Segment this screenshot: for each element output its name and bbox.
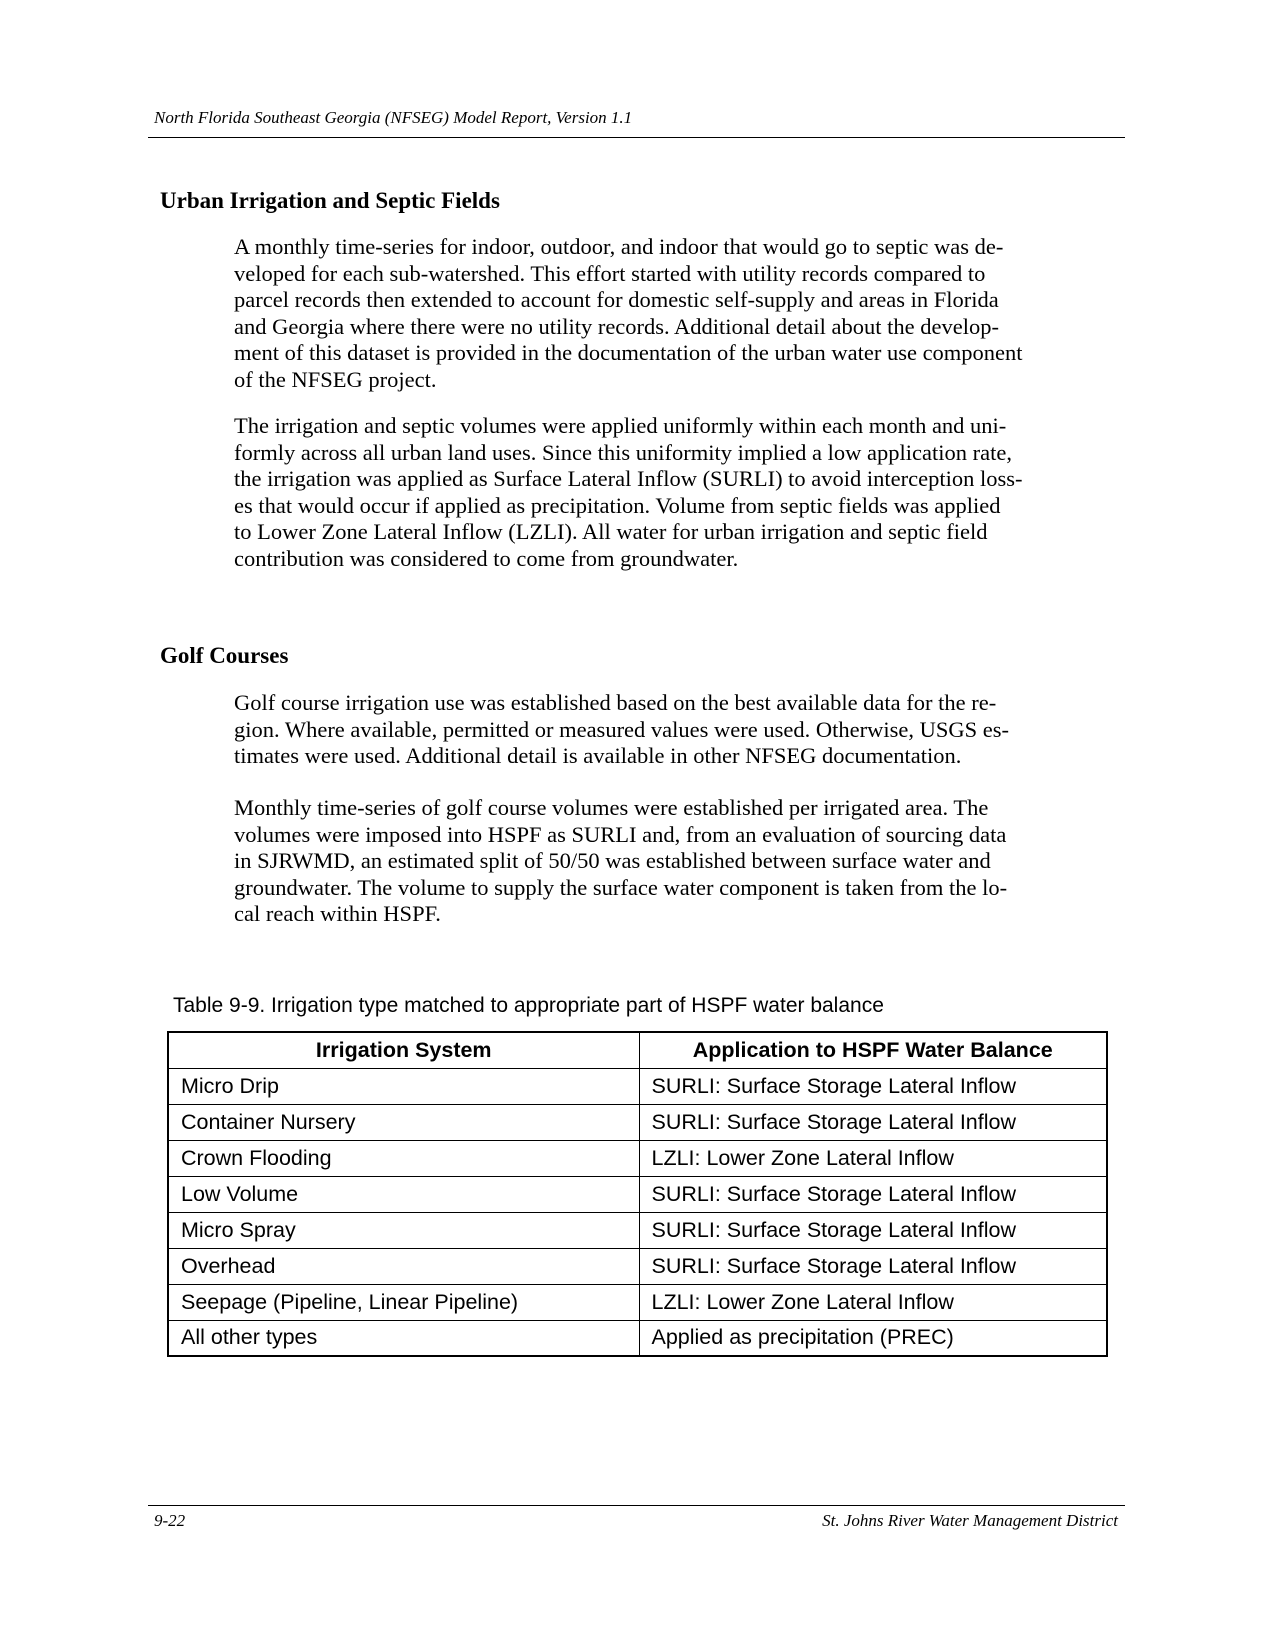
paragraph-urban-1 — [234, 234, 1114, 393]
paragraph-line: ment of this dataset is provided in the documentation of the urban water use component — [234, 340, 1023, 365]
table-row — [168, 1320, 1107, 1356]
irrigation-system-cell: Seepage (Pipeline, Linear Pipeline) — [168, 1284, 639, 1320]
paragraph-line: of the NFSEG project. — [234, 366, 437, 392]
irrigation-system-cell: Micro Spray — [168, 1212, 639, 1248]
table-row — [168, 1068, 1107, 1104]
table-row — [168, 1176, 1107, 1212]
paragraph-line: groundwater. The volume to supply the surface water component is taken from the lo- — [234, 874, 1008, 900]
section-heading-golf-courses: Golf Courses — [160, 643, 289, 668]
page-number: 9-22 — [154, 1511, 186, 1530]
hspf-application-cell: SURLI: Surface Storage Lateral Inflow — [639, 1176, 1107, 1212]
paragraph-line: timates were used. Additional detail is available in other NFSEG documentation. — [234, 743, 962, 768]
paragraph-line: gion. Where available, permitted or measured values were used. Otherwise, USGS es- — [234, 716, 1009, 742]
table-header-row — [168, 1032, 1107, 1068]
hspf-application-cell: SURLI: Surface Storage Lateral Inflow — [639, 1248, 1107, 1284]
footer-rule — [148, 1505, 1125, 1506]
paragraph-line: to Lower Zone Lateral Inflow (LZLI). All water for urban irrigation and septic field — [234, 519, 988, 544]
paragraph-line: Golf course irrigation use was established based on the best available data for the re- — [234, 690, 997, 715]
paragraph-line: in SJRWMD, an estimated split of 50/50 was established between surface water and — [234, 848, 991, 873]
paragraph-golf-1 — [234, 690, 1114, 770]
hspf-application-cell: LZLI: Lower Zone Lateral Inflow — [639, 1140, 1107, 1176]
irrigation-system-cell: Low Volume — [168, 1176, 639, 1212]
section-heading-urban-irrigation: Urban Irrigation and Septic Fields — [160, 188, 500, 213]
table-caption: Table 9-9. Irrigation type matched to appropriate part of HSPF water balance — [173, 994, 884, 1017]
hspf-application-cell: SURLI: Surface Storage Lateral Inflow — [639, 1212, 1107, 1248]
hspf-application-cell: SURLI: Surface Storage Lateral Inflow — [639, 1104, 1107, 1140]
column-header-irrigation-system: Irrigation System — [168, 1032, 639, 1068]
paragraph-line: volumes were imposed into HSPF as SURLI and, from an evaluation of sourcing data — [234, 821, 1007, 847]
table-row — [168, 1248, 1107, 1284]
table-row — [168, 1140, 1107, 1176]
paragraph-urban-2 — [234, 413, 1114, 572]
hspf-application-cell: Applied as precipitation (PREC) — [639, 1320, 1107, 1356]
paragraph-line: cal reach within HSPF. — [234, 901, 441, 926]
hspf-application-cell: SURLI: Surface Storage Lateral Inflow — [639, 1068, 1107, 1104]
paragraph-line: contribution was considered to come from groundwater. — [234, 545, 739, 571]
hspf-application-cell: LZLI: Lower Zone Lateral Inflow — [639, 1284, 1107, 1320]
table-row — [168, 1212, 1107, 1248]
table-row — [168, 1284, 1107, 1320]
irrigation-system-cell: Overhead — [168, 1248, 639, 1284]
paragraph-line: veloped for each sub-watershed. This effort started with utility records compared to — [234, 260, 986, 286]
irrigation-system-cell: All other types — [168, 1320, 639, 1356]
paragraph-line: The irrigation and septic volumes were applied uniformly within each month and uni- — [234, 413, 1007, 438]
irrigation-table — [167, 1031, 1108, 1357]
irrigation-system-cell: Micro Drip — [168, 1068, 639, 1104]
paragraph-line: and Georgia where there were no utility records. Additional detail about the develop- — [234, 313, 999, 339]
paragraph-line: the irrigation was applied as Surface Lateral Inflow (SURLI) to avoid interception loss- — [234, 466, 1023, 491]
paragraph-line: Monthly time-series of golf course volumes were established per irrigated area. The — [234, 795, 989, 820]
running-header: North Florida Southeast Georgia (NFSEG) Model Report, Version 1.1 — [154, 108, 633, 127]
paragraph-line: formly across all urban land uses. Since this uniformity implied a low application rate, — [234, 439, 1012, 465]
column-header-hspf-application: Application to HSPF Water Balance — [639, 1032, 1107, 1068]
paragraph-golf-2 — [234, 795, 1114, 928]
irrigation-system-cell: Container Nursery — [168, 1104, 639, 1140]
footer-organization: St. Johns River Water Management District — [822, 1511, 1118, 1530]
paragraph-line: parcel records then extended to account for domestic self-supply and areas in Florida — [234, 287, 999, 312]
header-rule — [148, 137, 1125, 138]
paragraph-line: es that would occur if applied as precipitation. Volume from septic fields was applied — [234, 492, 1001, 518]
table-row — [168, 1104, 1107, 1140]
paragraph-line: A monthly time-series for indoor, outdoor, and indoor that would go to septic was de- — [234, 234, 1004, 259]
irrigation-system-cell: Crown Flooding — [168, 1140, 639, 1176]
